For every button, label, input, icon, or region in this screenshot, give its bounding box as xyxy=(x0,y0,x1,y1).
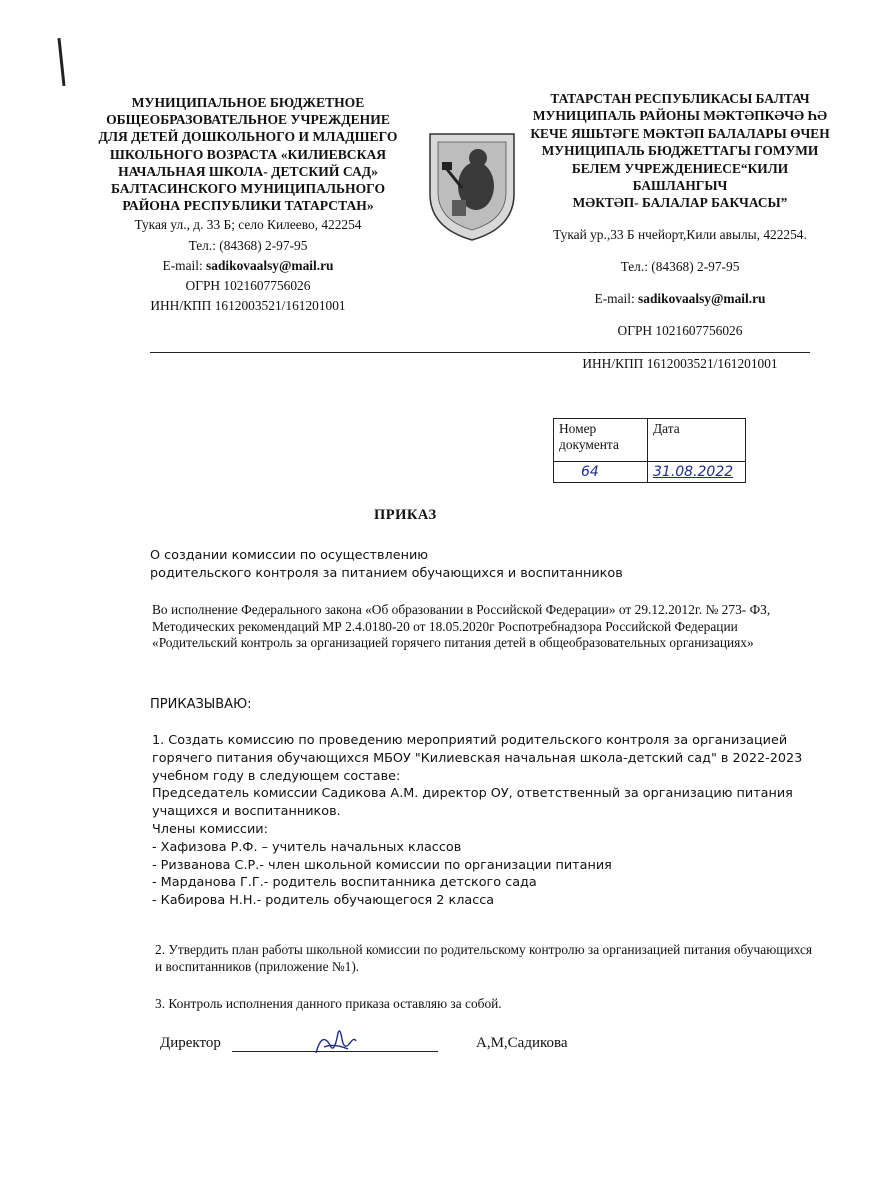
margin-pen-mark xyxy=(57,38,65,86)
document-number-table xyxy=(553,418,746,483)
date-label: Дата xyxy=(648,419,746,462)
phone-tt: Тел.: (84368) 2-97-95 xyxy=(620,259,740,275)
order-title: ПРИКАЗ xyxy=(374,507,437,523)
header-left xyxy=(88,94,408,315)
email-line-tt xyxy=(530,290,830,308)
institution-name-tt: ТАТАРСТАН РЕСПУБЛИКАСЫ БАЛТАЧ МУНИЦИПАЛЬ РАЙОНЫ МӘКТӘПКӘЧӘ ҺӘ КЕЧЕ ЯШЬТӘГЕ МӘКТӘП БАЛАЛАРЫ ӨЧЕН МУНИЦИПАЛЬ БЮДЖЕТТАГЫ ГОМУМИ БЕЛЕМ УЧРЕЖДЕНИЕСЕ“КИЛИ БАШЛАНГЫЧ МӘКТӘП- БАЛАЛАР БАКЧАСЫ” xyxy=(530,91,830,211)
order-word: ПРИКАЗЫВАЮ: xyxy=(150,697,252,712)
signature-label: Директор xyxy=(160,1035,221,1051)
phone-ru: Тел.: (84368) 2-97-95 xyxy=(188,237,308,253)
order-item-2: 2. Утвердить план работы школьной комиссии по родительскому контролю за организацией питания обучающихся и воспитанников (приложение №1). xyxy=(155,942,813,974)
director-name: А,М,Садикова xyxy=(476,1035,568,1051)
item-1-text: 1. Создать комиссию по проведению мероприятий родительского контроля за организацией горячего питания обучающихся МБОУ "Килиевская начальная школа-детский сад" в 2022-2023 учебном году в следующем составе: xyxy=(152,733,803,784)
email-label: E-mail: xyxy=(162,257,207,273)
handwritten-signature xyxy=(312,1025,358,1059)
member-item: - Марданова Г.Г.- родитель воспитанника детского сада xyxy=(152,875,537,891)
order-item-3: 3. Контроль исполнения данного приказа оставляю за собой. xyxy=(155,996,502,1011)
inn-tt: ИНН/КПП 1612003521/161201001 xyxy=(582,355,778,371)
institution-name-ru: МУНИЦИПАЛЬНОЕ БЮДЖЕТНОЕ ОБЩЕОБРАЗОВАТЕЛЬНОЕ УЧРЕЖДЕНИЕ ДЛЯ ДЕТЕЙ ДОШКОЛЬНОГО И МЛАДШЕГО ШКОЛЬНОГО ВОЗРАСТА «КИЛИЕВСКАЯ НАЧАЛЬНАЯ ШКОЛА- ДЕТСКИЙ САД» БАЛТАСИНСКОГО МУНИЦИПАЛЬНОГО РАЙОНА РЕСПУБЛИКИ ТАТАРСТАН» xyxy=(98,95,398,214)
document-date-value: 31.08.2022 xyxy=(653,464,734,480)
order-basis: Во исполнение Федерального закона «Об образовании в Российской Федерации» от 29.12.2012г. № 273- ФЗ, Методических рекомендаций МР 2.4.0180-20 от 18.05.2020г Роспотребнадзора Российской Федерации «Родительский контроль за организацией горячего питания детей в общеобразовательных организациях» xyxy=(152,602,771,650)
commission-chair: Председатель комиссии Садикова А.М. директор ОУ, ответственный за организацию питания учащихся и воспитанников. xyxy=(152,786,793,820)
address-tt: Тукай ур.,33 Б нчейорт,Кили авылы, 422254. xyxy=(553,226,807,242)
member-item: - Кабирова Н.Н.- родитель обучающегося 2 класса xyxy=(152,893,495,909)
order-item-1 xyxy=(152,732,817,910)
header-right xyxy=(530,90,830,373)
header-divider xyxy=(150,352,810,353)
email-address: sadikovaalsy@mail.ru xyxy=(638,291,766,307)
address-ru: Тукая ул., д. 33 Б; село Килеево, 422254 xyxy=(134,217,362,233)
inn-ru: ИНН/КПП 1612003521/161201001 xyxy=(150,298,346,314)
subject-line-1: О создании комиссии по осуществлению xyxy=(150,548,429,563)
member-item: - Хафизова Р.Ф. – учитель начальных классов xyxy=(152,839,462,855)
number-label: Номер документа xyxy=(554,419,648,462)
order-subject xyxy=(150,547,623,583)
coat-of-arms-emblem xyxy=(424,128,520,244)
signature-block xyxy=(160,1035,760,1059)
member-item: - Ризванова С.Р.- член школьной комиссии по организации питания xyxy=(152,857,612,873)
document-number-value: 64 xyxy=(581,464,599,480)
subject-line-2: родительского контроля за питанием обучающихся и воспитанников xyxy=(150,566,623,581)
ogrn-ru: ОГРН 1021607756026 xyxy=(185,278,311,294)
email-label: E-mail: xyxy=(594,291,639,307)
members-label: Члены комиссии: xyxy=(152,821,268,837)
email-address: sadikovaalsy@mail.ru xyxy=(206,257,334,273)
ogrn-tt: ОГРН 1021607756026 xyxy=(617,323,743,339)
email-line-ru xyxy=(88,257,408,275)
